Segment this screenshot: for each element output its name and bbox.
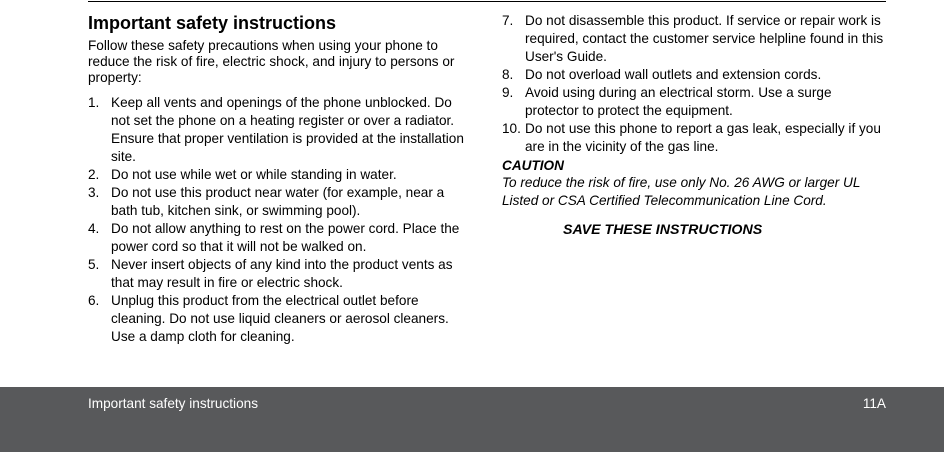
list-item	[502, 12, 886, 66]
page-footer	[0, 387, 944, 452]
item-number: 3.	[88, 185, 100, 200]
caution-title: CAUTION	[502, 158, 564, 173]
item-text: Do not use this phone to report a gas leak, especially if you are in the vicinity of the gas line.	[525, 121, 881, 154]
item-text: Unplug this product from the electrical outlet before cleaning. Do not use liquid cleaners or aerosol cleaners. Use a damp cloth for cleaning.	[111, 293, 449, 344]
list-item	[502, 84, 886, 120]
list-item	[502, 120, 886, 156]
list-item	[88, 166, 472, 184]
item-text: Never insert objects of any kind into the product vents as that may result in fire or electric shock.	[111, 257, 453, 290]
item-number: 8.	[502, 67, 514, 82]
page-heading: Important safety instructions	[88, 13, 337, 33]
item-number: 6.	[88, 293, 100, 308]
safety-list-right	[502, 12, 886, 156]
page-number: 11A	[862, 396, 886, 411]
item-text: Keep all vents and openings of the phone unblocked. Do not set the phone on a heating register or over a radiator. Ensure that proper ventilation is provided at the installation site.	[111, 95, 464, 164]
item-number: 10.	[502, 121, 521, 136]
list-item	[88, 184, 472, 220]
item-number: 1.	[88, 95, 100, 110]
item-text: Do not overload wall outlets and extension cords.	[525, 67, 822, 82]
list-item	[88, 220, 472, 256]
item-number: 2.	[88, 167, 100, 182]
item-number: 9.	[502, 85, 514, 100]
item-text: Do not disassemble this product. If service or repair work is required, contact the customer service helpline found in this User's Guide.	[525, 13, 884, 64]
caution-text: To reduce the risk of fire, use only No. 26 AWG or larger UL Listed or CSA Certified Telecommunication Line Cord.	[502, 175, 861, 208]
item-text: Do not allow anything to rest on the power cord. Place the power cord so that it will not be walked on.	[111, 221, 460, 254]
right-column	[502, 12, 886, 239]
save-instructions-note: SAVE THESE INSTRUCTIONS	[563, 222, 763, 238]
intro-paragraph: Follow these safety precautions when using your phone to reduce the risk of fire, electric shock, and injury to persons or property:	[88, 38, 455, 85]
list-item	[88, 256, 472, 292]
list-item	[88, 292, 472, 346]
safety-list-left	[88, 94, 472, 346]
list-item	[502, 66, 886, 84]
item-number: 7.	[502, 13, 514, 28]
left-column	[88, 12, 472, 346]
item-number: 5.	[88, 257, 100, 272]
list-item	[88, 94, 472, 166]
item-text: Do not use while wet or while standing in water.	[111, 167, 397, 182]
item-number: 4.	[88, 221, 100, 236]
top-rule	[88, 1, 886, 2]
item-text: Avoid using during an electrical storm. Use a surge protector to protect the equipment.	[525, 85, 832, 118]
item-text: Do not use this product near water (for example, near a bath tub, kitchen sink, or swimming pool).	[111, 185, 445, 218]
footer-section-title: Important safety instructions	[88, 396, 258, 411]
